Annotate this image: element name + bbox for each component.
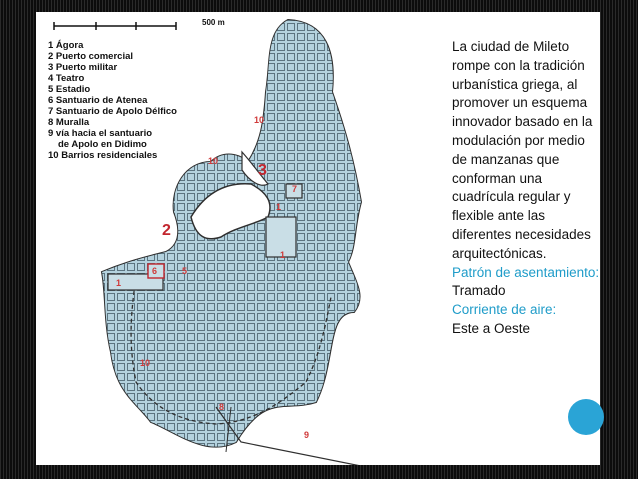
map-label-1-agora-north: 1 — [276, 202, 282, 212]
legend-item: 5 Estadio — [48, 84, 91, 95]
legend-item: 1 Ágora — [48, 40, 84, 51]
map-label-2: 2 — [162, 222, 171, 239]
map-label-5: 5 — [182, 266, 188, 276]
map-label-7: 7 — [292, 184, 298, 194]
wind-value: Este a Oeste — [452, 320, 531, 336]
slide — [36, 12, 600, 465]
map-label-1-agora-south: 1 — [280, 250, 286, 260]
map-figure — [36, 12, 442, 465]
legend-item: 7 Santuario de Apolo Délfico — [48, 106, 177, 117]
decorative-dot — [568, 399, 604, 435]
description-paragraph: La ciudad de Mileto rompe con la tradición urbanística griega, al promover un esquema innovador basado en la modulación por medio de manzanas que conforman una cuadrícula regular y flexible ante las diferentes necesidades arquitectónicas. — [452, 39, 593, 261]
pattern-value: Tramado — [452, 283, 506, 299]
map-label-8: 8 — [219, 402, 225, 412]
legend-item: 8 Muralla — [48, 117, 90, 128]
map-label-9: 9 — [304, 430, 310, 440]
map-label-10-north: 10 — [254, 115, 265, 125]
legend-item: 6 Santuario de Atenea — [48, 95, 148, 106]
legend-item: 2 Puerto comercial — [48, 51, 134, 62]
wind-label: Corriente de aire: — [452, 302, 557, 318]
legend-item: 9 vía hacia el santuario — [48, 128, 153, 139]
map-label-10-south: 10 — [140, 358, 151, 368]
map-label-1-west: 1 — [116, 278, 122, 288]
map-legend — [48, 40, 248, 161]
description-text — [452, 38, 602, 339]
legend-item: 10 Barrios residenciales — [48, 150, 158, 161]
legend-item: de Apolo en Didimo — [58, 139, 147, 150]
scale-bar — [54, 22, 176, 30]
legend-item: 3 Puerto militar — [48, 62, 118, 73]
legend-item: 4 Teatro — [48, 73, 85, 84]
map-label-6: 6 — [152, 266, 158, 276]
map-label-10-peninsula: 10 — [208, 156, 219, 166]
pattern-label: Patrón de asentamiento: — [452, 264, 600, 280]
scale-label: 500 m — [202, 18, 225, 27]
map-label-3: 3 — [258, 162, 267, 179]
